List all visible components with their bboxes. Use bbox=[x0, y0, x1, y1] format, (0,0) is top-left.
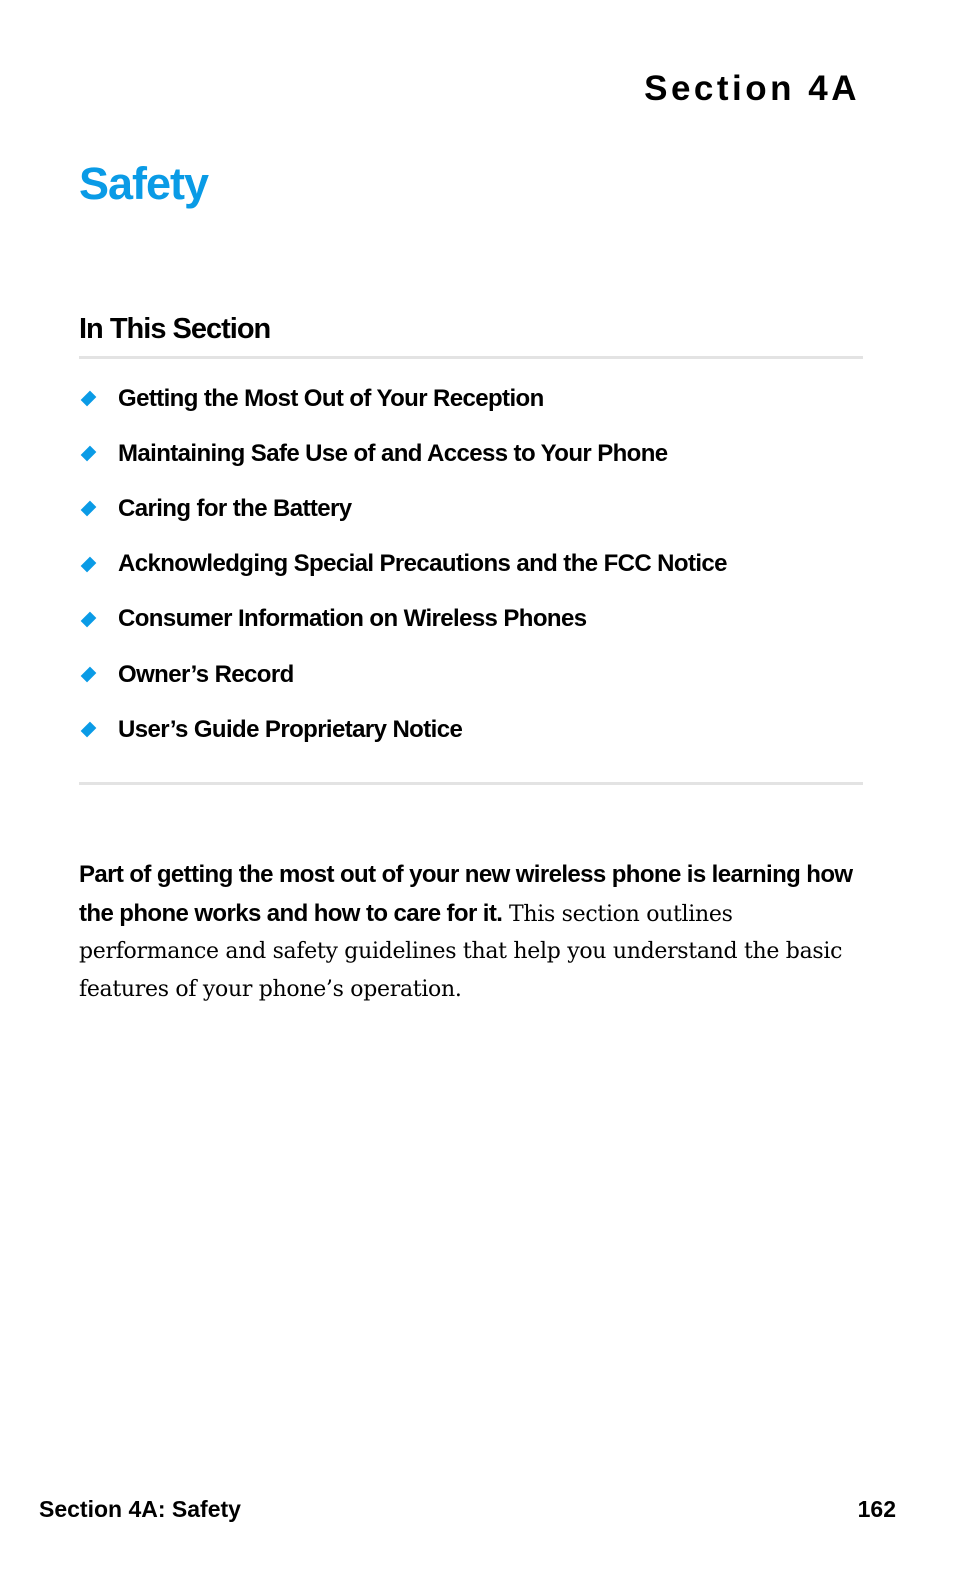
diamond-bullet-icon bbox=[81, 556, 97, 572]
intro-lead-text: Part of getting the most out of your new wireless phone is learning how the phone works and how to care for it. bbox=[79, 861, 853, 927]
list-item-label: Owner’s Record bbox=[118, 660, 294, 688]
list-item bbox=[79, 702, 727, 757]
section-contents-list bbox=[79, 371, 727, 757]
top-divider bbox=[79, 356, 863, 359]
diamond-bullet-icon bbox=[81, 722, 97, 738]
diamond-bullet-icon bbox=[81, 501, 97, 517]
list-item bbox=[79, 481, 727, 536]
list-item-label: Caring for the Battery bbox=[118, 494, 352, 522]
diamond-bullet-icon bbox=[81, 446, 97, 462]
in-this-section-heading: In This Section bbox=[79, 313, 271, 345]
diamond-bullet-icon bbox=[81, 667, 97, 683]
page-number: 162 bbox=[857, 1496, 896, 1522]
intro-body-text: This section outlines performance and safety guidelines that help you understand the basic features of your phone’s operation. bbox=[79, 901, 843, 1002]
bottom-divider bbox=[79, 782, 863, 785]
list-item-label: Consumer Information on Wireless Phones bbox=[118, 605, 587, 633]
footer-section-title: Section 4A: Safety bbox=[39, 1496, 241, 1522]
intro-paragraph bbox=[79, 856, 869, 1008]
section-label: Section 4A bbox=[644, 69, 860, 108]
list-item-label: Acknowledging Special Precautions and the FCC Notice bbox=[118, 550, 727, 578]
list-item bbox=[79, 426, 727, 481]
list-item bbox=[79, 371, 727, 426]
list-item-label: Maintaining Safe Use of and Access to Your Phone bbox=[118, 439, 668, 467]
list-item-label: Getting the Most Out of Your Reception bbox=[118, 384, 544, 412]
list-item bbox=[79, 592, 727, 647]
page-title: Safety bbox=[79, 158, 209, 209]
diamond-bullet-icon bbox=[81, 391, 97, 407]
list-item bbox=[79, 647, 727, 702]
list-item bbox=[79, 537, 727, 592]
list-item-label: User’s Guide Proprietary Notice bbox=[118, 715, 463, 743]
diamond-bullet-icon bbox=[81, 611, 97, 627]
